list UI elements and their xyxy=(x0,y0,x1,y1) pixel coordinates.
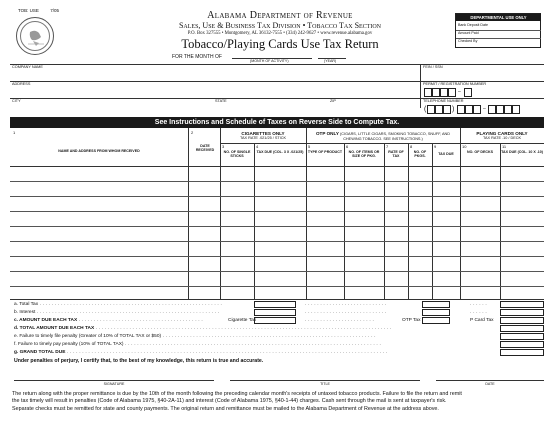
col6-header: NO. OF ITEMS OR SIZE OF PKG. xyxy=(348,150,380,159)
col8-header: NO. OF PKGS. xyxy=(413,150,427,159)
date-label: DATE xyxy=(485,382,495,386)
permit-label: PERMIT / REGISTRATION NUMBER xyxy=(423,82,487,86)
bank-deposit-date-label: Bank Deposit Date xyxy=(458,23,488,27)
otp-line xyxy=(308,131,458,142)
otp-tax-label: OTP Tax xyxy=(402,318,421,323)
telephone-label: TELEPHONE NUMBER xyxy=(423,99,464,103)
form-revision: 7/05 xyxy=(50,8,59,13)
otp-header: OTP ONLY xyxy=(315,131,339,136)
agency-address: P.O. Box 327555 • Montgomery, AL 36132-7555 • (334) 242-9627 • www.revenue.alabama.gov xyxy=(187,31,373,36)
month-label: FOR THE MONTH OF xyxy=(172,54,222,60)
total-tax-label: a. Total Tax . . . . . . . . . . . . . . . . . . . . . . . . . . . . . . . . . . . . . . . . . . . . . . . . . . . . . . . . . . . . xyxy=(14,302,223,307)
telephone-field[interactable]: ( ) – xyxy=(424,105,542,115)
otp-amount-due-box[interactable] xyxy=(422,317,450,324)
col9-header: TAX DUE xyxy=(438,152,454,156)
form-title: Tobacco/Playing Cards Use Tax Return xyxy=(181,37,379,51)
departmental-use-title: DEPARTMENTAL USE ONLY xyxy=(456,14,541,21)
late-file-penalty-box[interactable] xyxy=(500,333,544,340)
col1-header: NAME AND ADDRESS FROM WHOM RECEIVED xyxy=(58,149,140,153)
instructions-banner: See Instructions and Schedule of Taxes on Reverse Side to Compute Tax. xyxy=(10,117,544,128)
table-row[interactable] xyxy=(10,286,544,287)
departmental-use-box xyxy=(455,13,541,48)
col4-header: TAX DUE (COL. 3 X .021/25) xyxy=(256,150,304,154)
zip-label: ZIP xyxy=(330,99,336,103)
table-row[interactable] xyxy=(10,211,544,212)
footer-line: The return along with the proper remittance is due by the 10th of the month following the preceding calendar month's receipts of untaxed tobacco products. Failure to file the return and remit xyxy=(12,391,462,397)
title-label: TITLE xyxy=(320,382,330,386)
date-field[interactable] xyxy=(436,380,544,381)
zip-field[interactable] xyxy=(328,104,418,112)
late-file-penalty-label: e. Failure to timely file penalty (Greater of 10% of TOTAL TAX or $50) . . . . . . . . . . . . . . . . . . . . . . . . . . . . . . . . . . . . . . . . . . . . . . . . . . . . . . . . . . . . . . . . . . . . . . xyxy=(14,334,376,339)
pc-interest-box[interactable] xyxy=(500,309,544,316)
footer-line: the tax timely will result in penalties (Code of Alabama 1975, §40-2A-11) and interest (Code of Alabama 1975, §40-1-44) charges. Cash sent through the mail is sent at taxpayer's risk. xyxy=(12,398,447,405)
receipts-table: 1 NAME AND ADDRESS FROM WHOM RECEIVED 2 DATE RECEIVED CIGARETTES ONLY TAX RATE .021/25 / STICK OTP ONLY (CIGARS, LITTLE CIGARS, SMOKING TOBACCO, SNUFF, AND CHEWING TOBACCO. SEE INSTRUCTIONS.) PLAYING CARDS ONLY TAX RATE .10 / DECK 3 NO. OF SINGLE STICKS 4 TAX DUE (COL. 3 X .021/25) 5 TYPE OF PRODUCT 6 NO. OF ITEMS OR SIZE OF PKG. 7 RATE OF TAX 8 NO. OF PKGS. 9 TAX DUE 10 NO. OF DECKS 11 TAX DUE (COL. 10 X .10) xyxy=(10,128,544,300)
checked-by-label: Checked By xyxy=(458,39,478,43)
state-seal-icon xyxy=(16,17,54,55)
playing-cards-header: PLAYING CARDS ONLY xyxy=(476,131,528,136)
cigarette-tax-label: Cigarette Tax xyxy=(228,318,257,323)
playing-cards-rate: TAX RATE .10 / DECK xyxy=(482,136,522,140)
address-field[interactable] xyxy=(10,88,420,98)
state-field[interactable] xyxy=(213,104,323,112)
footer-notice xyxy=(12,391,544,413)
state-label: STATE xyxy=(215,99,227,103)
amount-due-label: c. AMOUNT DUE EACH TAX . . . . . . . . . . . . . . . . . . . . . . . . . . . . . . . . . . . . . . . . . xyxy=(14,318,203,323)
agency-name: Alabama Department of Revenue xyxy=(207,10,353,21)
late-pay-penalty-box[interactable] xyxy=(500,341,544,348)
table-row[interactable] xyxy=(10,226,544,227)
company-name-field[interactable] xyxy=(10,71,420,81)
amount-paid-label: Amount Paid xyxy=(458,31,479,35)
late-pay-penalty-label: f. Failure to timely pay penalty (10% of TOTAL TAX) . . . . . . . . . . . . . . . . . . . . . . . . . . . . . . . . . . . . . . . . . . . . . . . . . . . . . . . . . . . . . . . . . . . . . . . . . . . . . . . . . . . . xyxy=(14,342,381,347)
month-sublabel: (MONTH OF ACTIVITY) xyxy=(250,59,289,63)
title-field[interactable] xyxy=(230,380,420,381)
footer-line: Separate checks must be remitted for state and county payments. The original return and remittance must be mailed to the Alabama Department of Revenue at the address above. xyxy=(12,405,439,412)
interest-label: b. Interest . . . . . . . . . . . . . . . . . . . . . . . . . . . . . . . . . . . . . . . . . . . . . . . . . . . . . . . . . . . . xyxy=(14,310,220,315)
grand-total-label: g. GRAND TOTAL DUE . . . . . . . . . . . . . . . . . . . . . . . . . . . . . . . . . . . . . . . . . . . . . . . . . . . . . . . . . . . . . . . . . . . . . . . . . . . . . . . . . . . . . . . . . . . . . . . . . . . . . . . . . xyxy=(14,350,388,355)
total-amount-due-label: d. TOTAL AMOUNT DUE EACH TAX . . . . . . . . . . . . . . . . . . . . . . . . . . . . . . . . . . . . . . . . . . . . . . . . . . . . . . . . . . . . . . . . . . . . . . . . . . . . . . . . . . . . . . . . . . . . . . . . . xyxy=(14,326,392,331)
city-label: CITY xyxy=(12,99,21,103)
city-field[interactable] xyxy=(10,104,210,112)
table-row[interactable] xyxy=(10,181,544,182)
cigarettes-header: CIGARETTES ONLY xyxy=(241,131,285,136)
total-amount-due-box[interactable] xyxy=(500,325,544,332)
col2-header: DATE RECEIVED xyxy=(195,144,215,153)
playing-card-tax-label: P Card Tax xyxy=(470,318,494,323)
col2-number: 2 xyxy=(191,130,194,135)
fein-field[interactable] xyxy=(424,71,540,80)
grand-total-box[interactable] xyxy=(500,349,544,356)
otp-total-tax-box[interactable] xyxy=(422,301,450,308)
otp-interest-box[interactable] xyxy=(422,309,450,316)
table-row[interactable] xyxy=(10,241,544,242)
permit-number-field[interactable]: – xyxy=(424,88,534,98)
form-id xyxy=(18,9,59,14)
cigarettes-rate: TAX RATE .021/25 / STICK xyxy=(239,136,287,140)
address-label: ADDRESS xyxy=(12,82,31,86)
signature-field[interactable] xyxy=(14,380,214,381)
table-row[interactable] xyxy=(10,271,544,272)
col5-header: TYPE OF PRODUCT xyxy=(307,150,343,154)
year-sublabel: (YEAR) xyxy=(324,59,337,63)
otp-description: (CIGARS, LITTLE CIGARS, SMOKING TOBACCO, SNUFF, AND CHEWING TOBACCO. SEE INSTRUCTIONS.) xyxy=(340,132,451,141)
table-row[interactable] xyxy=(10,196,544,197)
table-row[interactable] xyxy=(10,256,544,257)
form-code: TOB: USE xyxy=(18,8,39,13)
pc-total-tax-box[interactable] xyxy=(500,301,544,308)
cig-interest-box[interactable] xyxy=(254,309,296,316)
perjury-statement: Under penalties of perjury, I certify that, to the best of my knowledge, this return is true and accurate. xyxy=(14,358,264,364)
cig-total-tax-box[interactable] xyxy=(254,301,296,308)
col1-number: 1 xyxy=(13,130,16,135)
col11-header: TAX DUE (COL. 10 X .10) xyxy=(501,150,543,154)
fein-label: FEIN / SSN xyxy=(423,65,443,69)
company-name-label: COMPANY NAME xyxy=(12,65,43,69)
col3-header: NO. OF SINGLE STICKS xyxy=(223,150,251,159)
cig-amount-due-box[interactable] xyxy=(254,317,296,324)
pc-amount-due-box[interactable] xyxy=(500,317,544,324)
col10-header: NO. OF DECKS xyxy=(467,150,493,154)
signature-label: SIGNATURE xyxy=(103,382,125,386)
division-name: Sales, Use & Business Tax Division • Tobacco Tax Section xyxy=(178,21,382,30)
col7-header: RATE OF TAX xyxy=(388,150,404,159)
